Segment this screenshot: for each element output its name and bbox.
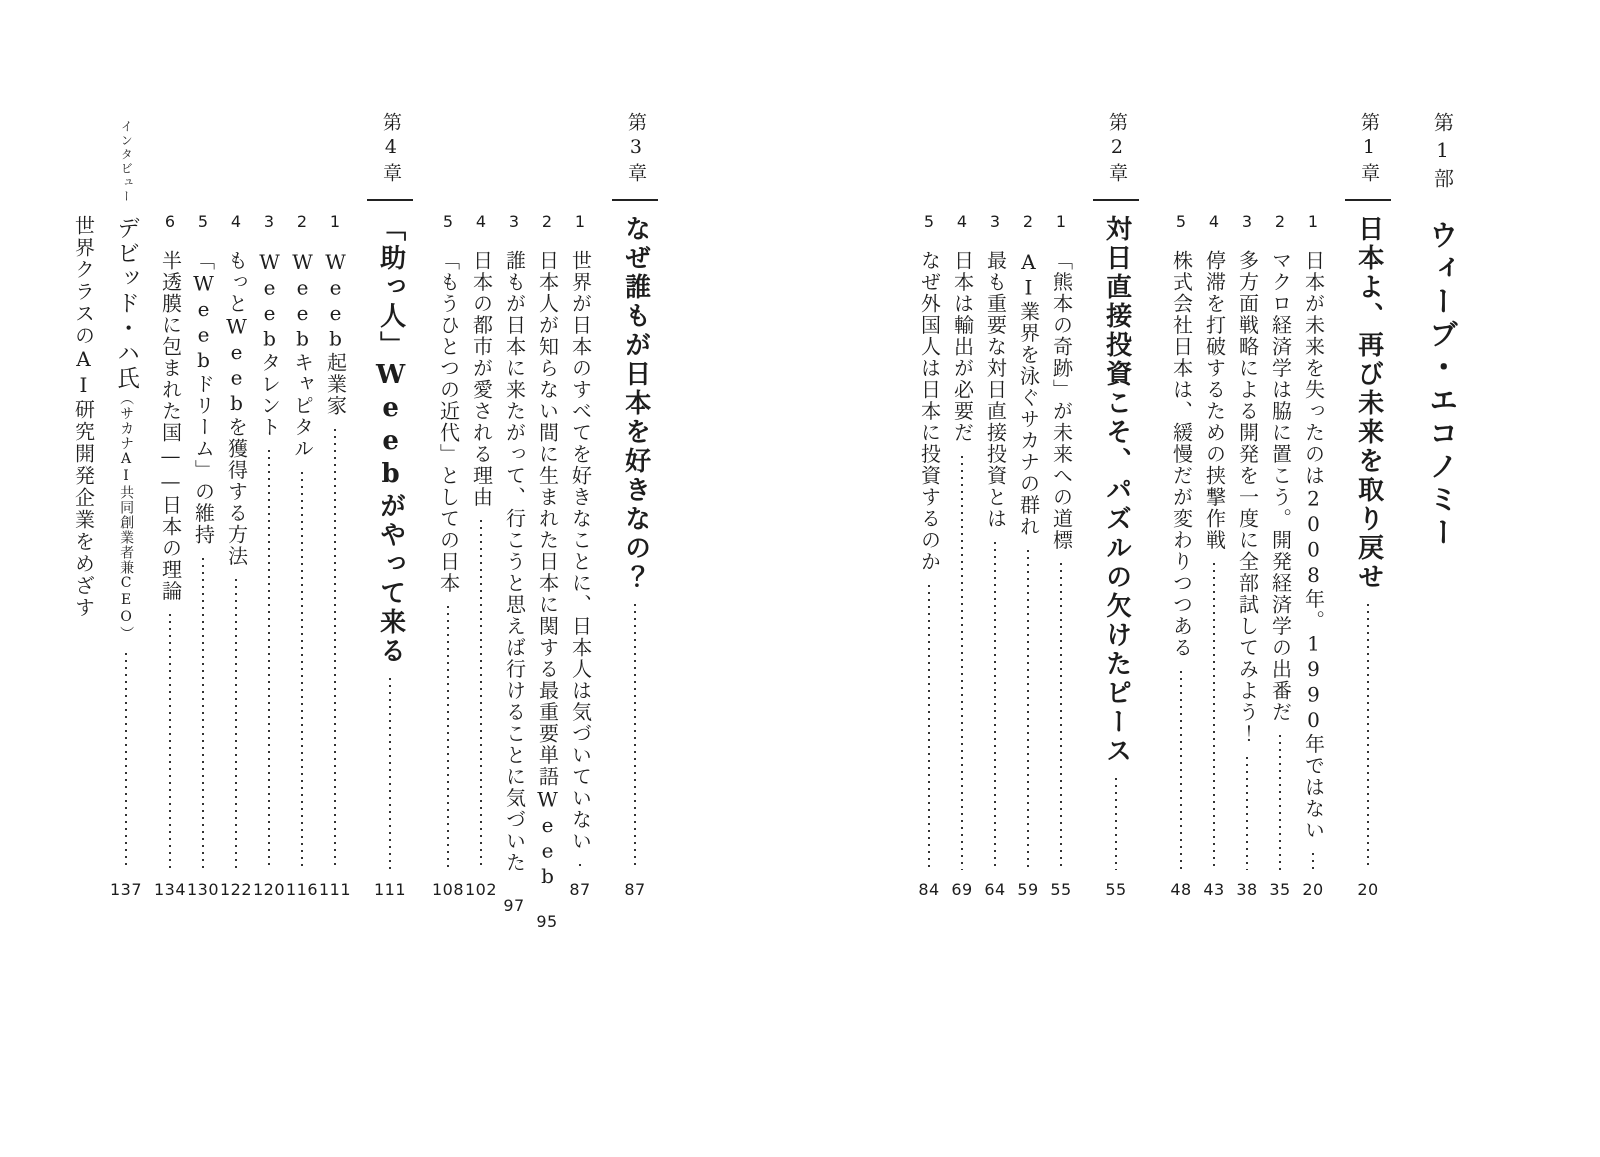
interview-subtitle: 世界クラスのAI研究開発企業をめざす	[71, 215, 96, 619]
item-number: 5	[197, 212, 209, 231]
interview-label: インタビュー	[119, 120, 134, 204]
dot-leader	[268, 450, 270, 870]
chapter-2-label: 第2章	[1105, 112, 1128, 187]
dot-leader	[579, 864, 581, 870]
chapter-2	[918, 112, 1134, 900]
dot-leader	[994, 542, 996, 871]
dot-leader	[235, 579, 237, 870]
chapter-3-label: 第3章	[624, 112, 647, 187]
interviewee-affiliation: （サカナAI共同創業者兼CEO）	[118, 391, 135, 641]
chapter-3-heading	[617, 112, 653, 900]
chapter-1-items	[1170, 112, 1324, 900]
dot-leader	[1367, 604, 1369, 870]
item-title: 日本が未来を失ったのは2008年。1990年ではない	[1301, 250, 1326, 841]
dot-leader	[1246, 757, 1248, 871]
toc-item	[464, 112, 498, 900]
item-title: 最も重要な対日直接投資とは	[983, 250, 1008, 530]
page-number: 111	[373, 880, 407, 899]
page-number: 111	[318, 880, 352, 899]
item-number: 1	[574, 212, 586, 231]
item-number: 2	[296, 212, 308, 231]
item-number: 2	[1274, 212, 1286, 231]
item-number: 3	[263, 212, 275, 231]
toc-item	[1170, 112, 1192, 900]
page-number: 48	[1170, 880, 1192, 899]
item-number: 6	[164, 212, 176, 231]
toc-item	[252, 112, 286, 900]
part-heading	[1424, 112, 1460, 900]
page-number: 64	[984, 880, 1006, 899]
dot-leader	[334, 429, 336, 871]
item-number: 5	[1175, 212, 1187, 231]
item-number: 2	[541, 212, 553, 231]
item-number: 1	[1055, 212, 1067, 231]
page-number: 20	[1302, 880, 1324, 899]
chapter-4	[153, 112, 408, 900]
chapter-rule	[1345, 199, 1391, 201]
item-title: 多方面戦略による開発を一度に全部試してみよう！	[1235, 250, 1260, 745]
page-number: 38	[1236, 880, 1258, 899]
page-number: 43	[1203, 880, 1225, 899]
page-number: 97	[503, 895, 525, 915]
item-title: 停滞を打破するための挟撃作戦	[1202, 250, 1227, 551]
toc-item	[1236, 112, 1258, 900]
page-number: 130	[186, 880, 220, 899]
page-number: 116	[285, 880, 319, 899]
page-number: 134	[153, 880, 187, 899]
toc-item	[1017, 112, 1039, 900]
toc-item	[318, 112, 352, 900]
chapter-2-heading	[1098, 112, 1134, 900]
item-number: 4	[475, 212, 487, 231]
item-number: 3	[508, 212, 520, 231]
item-number: 4	[230, 212, 242, 231]
toc-item	[219, 112, 253, 900]
toc-item	[918, 112, 940, 900]
dot-leader	[1027, 550, 1029, 871]
item-title: 誰もが日本に来たがって、行こうと思えば行けることに気づいた	[502, 250, 527, 874]
dot-leader	[447, 606, 449, 870]
item-title: 日本人が知らない間に生まれた日本に関する最重要単語Weeb	[535, 250, 560, 890]
item-number: 5	[923, 212, 935, 231]
item-title: 「もうひとつの近代」としての日本	[436, 250, 461, 594]
toc-item	[1050, 112, 1072, 900]
toc-item	[285, 112, 319, 900]
toc-item	[153, 112, 187, 900]
item-title: 日本は輸出が必要だ	[950, 250, 975, 444]
item-title: Weebタレント	[257, 250, 282, 438]
chapter-4-title: 「助っ人」Weebがやって来る	[375, 215, 406, 666]
page-number: 84	[918, 880, 940, 899]
part-label: 第1部	[1430, 112, 1455, 194]
page-number: 108	[431, 880, 465, 899]
item-title: マクロ経済学は脇に置こう。開発経済学の出番だ	[1268, 250, 1293, 723]
page-number: 87	[624, 880, 646, 899]
dot-leader	[169, 614, 171, 870]
item-number: 3	[989, 212, 1001, 231]
page-number: 95	[536, 911, 558, 931]
item-title: なぜ外国人は日本に投資するのか	[917, 250, 942, 573]
item-number: 4	[1208, 212, 1220, 231]
interview-subtitle-column	[72, 112, 94, 900]
dot-leader	[961, 456, 963, 871]
item-title: Weeb起業家	[323, 250, 348, 417]
dot-leader	[1279, 735, 1281, 870]
toc-item	[951, 112, 973, 900]
dot-leader	[389, 678, 391, 870]
chapter-2-title: 対日直接投資こそ、パズルの欠けたピース	[1101, 215, 1132, 766]
item-title: 日本の都市が愛される理由	[469, 250, 494, 508]
chapter-1-title: 日本よ、再び未来を取り戻せ	[1353, 215, 1384, 592]
item-title: AI業界を泳ぐサカナの群れ	[1016, 250, 1041, 538]
toc-item	[186, 112, 220, 900]
interviewee-name: デビッド・ハ氏	[113, 216, 140, 391]
toc-item	[1269, 112, 1291, 900]
page-number: 120	[252, 880, 286, 899]
page-number: 137	[109, 880, 143, 899]
toc-item	[535, 112, 560, 931]
dot-leader	[1312, 853, 1314, 870]
item-title: 「Weebドリーム」の維持	[191, 250, 216, 546]
toc-item	[569, 112, 591, 900]
page-number: 69	[951, 880, 973, 899]
page-number: 55	[1050, 880, 1072, 899]
chapter-1-label: 第1章	[1357, 112, 1380, 187]
dot-leader	[634, 604, 636, 870]
dot-leader	[1060, 563, 1062, 870]
page-number: 122	[219, 880, 253, 899]
item-number: 2	[1022, 212, 1034, 231]
item-title: Weebキャピタル	[290, 250, 315, 460]
item-number: 1	[1307, 212, 1319, 231]
page-number: 87	[569, 880, 591, 899]
chapter-4-items	[153, 112, 352, 900]
chapter-rule	[612, 199, 658, 201]
dot-leader	[480, 520, 482, 870]
chapter-4-label: 第4章	[379, 112, 402, 187]
toc-item	[1203, 112, 1225, 900]
page-number: 59	[1017, 880, 1039, 899]
chapter-4-heading	[372, 112, 408, 900]
interview-section	[72, 112, 144, 900]
page-number: 35	[1269, 880, 1291, 899]
item-number: 1	[329, 212, 341, 231]
chapter-2-items	[918, 112, 1072, 900]
dot-leader	[928, 585, 930, 871]
item-number: 4	[956, 212, 968, 231]
item-title: 世界が日本のすべてを好きなことに、日本人は気づいていない	[568, 250, 593, 852]
toc-item	[502, 112, 527, 915]
dot-leader	[1213, 563, 1215, 870]
chapter-3-items	[431, 112, 593, 931]
item-title: 半透膜に包まれた国——日本の理論	[158, 250, 183, 602]
item-title: もっとWeebを獲得する方法	[224, 250, 249, 567]
interview-name	[114, 216, 138, 641]
toc-item	[431, 112, 465, 900]
toc-item	[1302, 112, 1324, 900]
page-number: 20	[1357, 880, 1379, 899]
dot-leader	[301, 472, 303, 871]
dot-leader	[1180, 671, 1182, 871]
chapter-1	[1170, 112, 1386, 900]
page-number: 102	[464, 880, 498, 899]
toc-item	[984, 112, 1006, 900]
page-number: 55	[1105, 880, 1127, 899]
chapter-1-heading	[1350, 112, 1386, 900]
chapter-3	[431, 112, 653, 931]
item-title: 株式会社日本は、緩慢だが変わりつつある	[1169, 250, 1194, 659]
chapter-rule	[367, 199, 413, 201]
item-number: 3	[1241, 212, 1253, 231]
dot-leader	[125, 653, 127, 870]
part-title: ウィーブ・エコノミー	[1425, 220, 1460, 550]
dot-leader	[202, 558, 204, 871]
interview-entry	[108, 112, 144, 900]
item-number: 5	[442, 212, 454, 231]
chapter-rule	[1093, 199, 1139, 201]
chapter-3-title: なぜ誰もが日本を好きなの？	[620, 215, 651, 592]
item-title: 「熊本の奇跡」が未来への道標	[1049, 250, 1074, 551]
dot-leader	[1115, 778, 1117, 870]
